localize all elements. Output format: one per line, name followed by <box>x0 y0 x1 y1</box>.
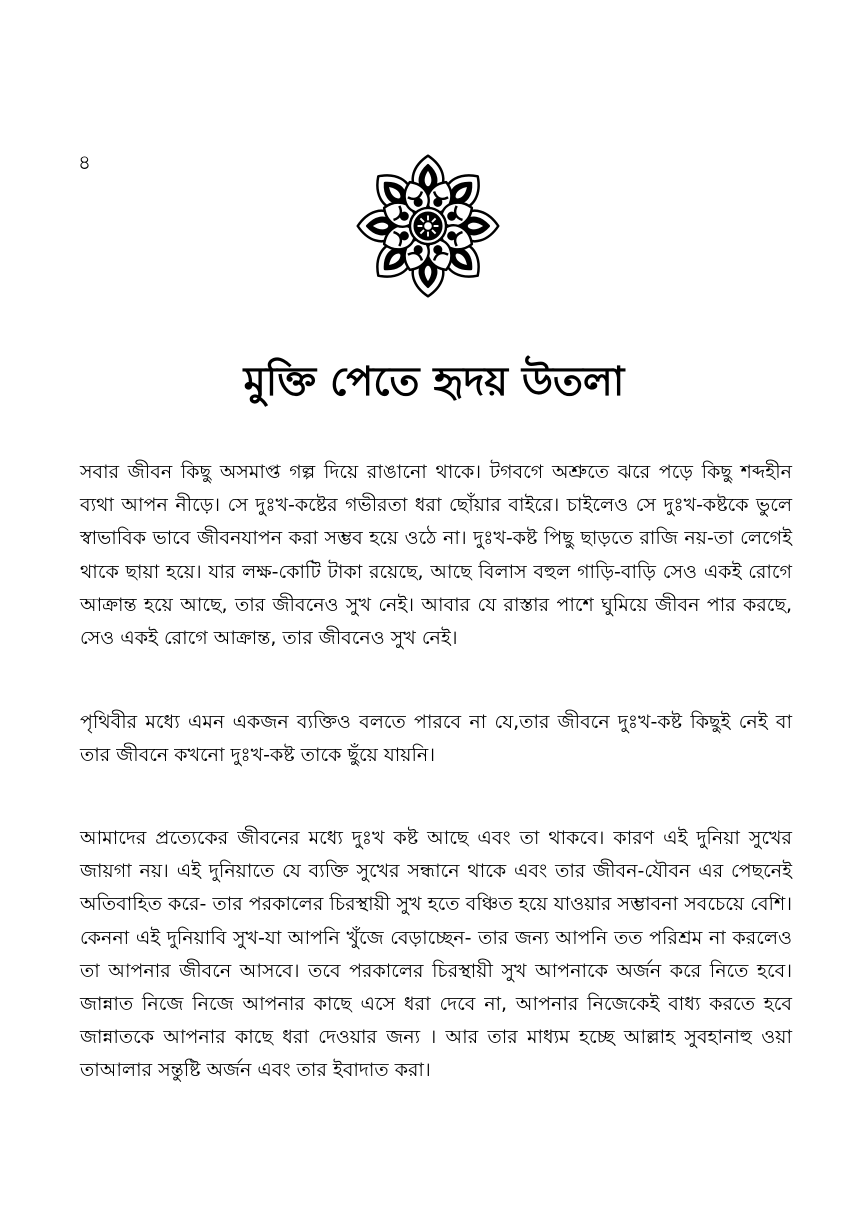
body-paragraph: পৃথিবীর মধ্যে এমন একজন ব্যক্তিও বলতে পারবে না যে,তার জীবনে দুঃখ-কষ্ট কিছুই নেই বা তার জীবনে কখনো দুঃখ-কষ্ট তাকে ছুঁয়ে যায়নি। <box>80 711 792 767</box>
body-paragraph: আমাদের প্রত্যেকের জীবনের মধ্যে দুঃখ কষ্ট আছে এবং তা থাকবে। কারণ এই দুনিয়া সুখের জায়গা নয়। এই দুনিয়াতে যে ব্যক্তি সুখের সন্ধানে থাকে এবং তার জীবন-যৌবন এর পেছনেই অতিবাহিত করে- তার পরকালের চিরস্থায়ী সুখ হতে বঞ্চিত হয়ে যাওয়ার সম্ভাবনা সবচেয়ে বেশি। কেননা এই দুনিয়াবি সুখ-যা আপনি খুঁজে বেড়াচ্ছেন- তার জন্য আপনি তত পরিশ্রম না করলেও তা আপনার জীবনে আসবে। তবে পরকালের চিরস্থায়ী সুখ আপনাকে অর্জন করে নিতে হবে। জান্নাত নিজে নিজে আপনার কাছে এসে ধরা দেবে না, আপনার নিজেকেই বাধ্য করতে হবে জান্নাতকে আপনার কাছে ধরা দেওয়ার জন্য । আর তার মাধ্যম হচ্ছে আল্লাহ সুবহানাহু ওয়া তাআলার সন্তুষ্টি অর্জন এবং তার ইবাদাত করা। <box>80 827 792 1082</box>
mandala-ornament-icon <box>352 150 504 302</box>
page-number: ৪ <box>78 150 91 174</box>
body-paragraph: সবার জীবন কিছু অসমাপ্ত গল্প দিয়ে রাঙানো থাকে। টগবগে অশ্রুতে ঝরে পড়ে কিছু শব্দহীন ব্যথা আপন নীড়ে। সে দুঃখ-কষ্টের গভীরতা ধরা ছোঁয়ার বাইরে। চাইলেও সে দুঃখ-কষ্টকে ভুলে স্বাভাবিক ভাবে জীবনযাপন করা সম্ভব হয়ে ওঠে না। দুঃখ-কষ্ট পিছু ছাড়তে রাজি নয়-তা লেগেই থাকে ছায়া হয়ে। যার লক্ষ-কোটি টাকা রয়েছে, আছে বিলাস বহুল গাড়ি-বাড়ি সেও একই রোগে আক্রান্ত হয়ে আছে, তার জীবনেও সুখ নেই। আবার যে রাস্তার পাশে ঘুমিয়ে জীবন পার করছে, সেও একই রোগে আক্রান্ত, তার জীবনেও সুখ নেই। <box>80 461 792 650</box>
chapter-title: মুক্তি পেতে হৃদয় উতলা <box>243 359 625 405</box>
